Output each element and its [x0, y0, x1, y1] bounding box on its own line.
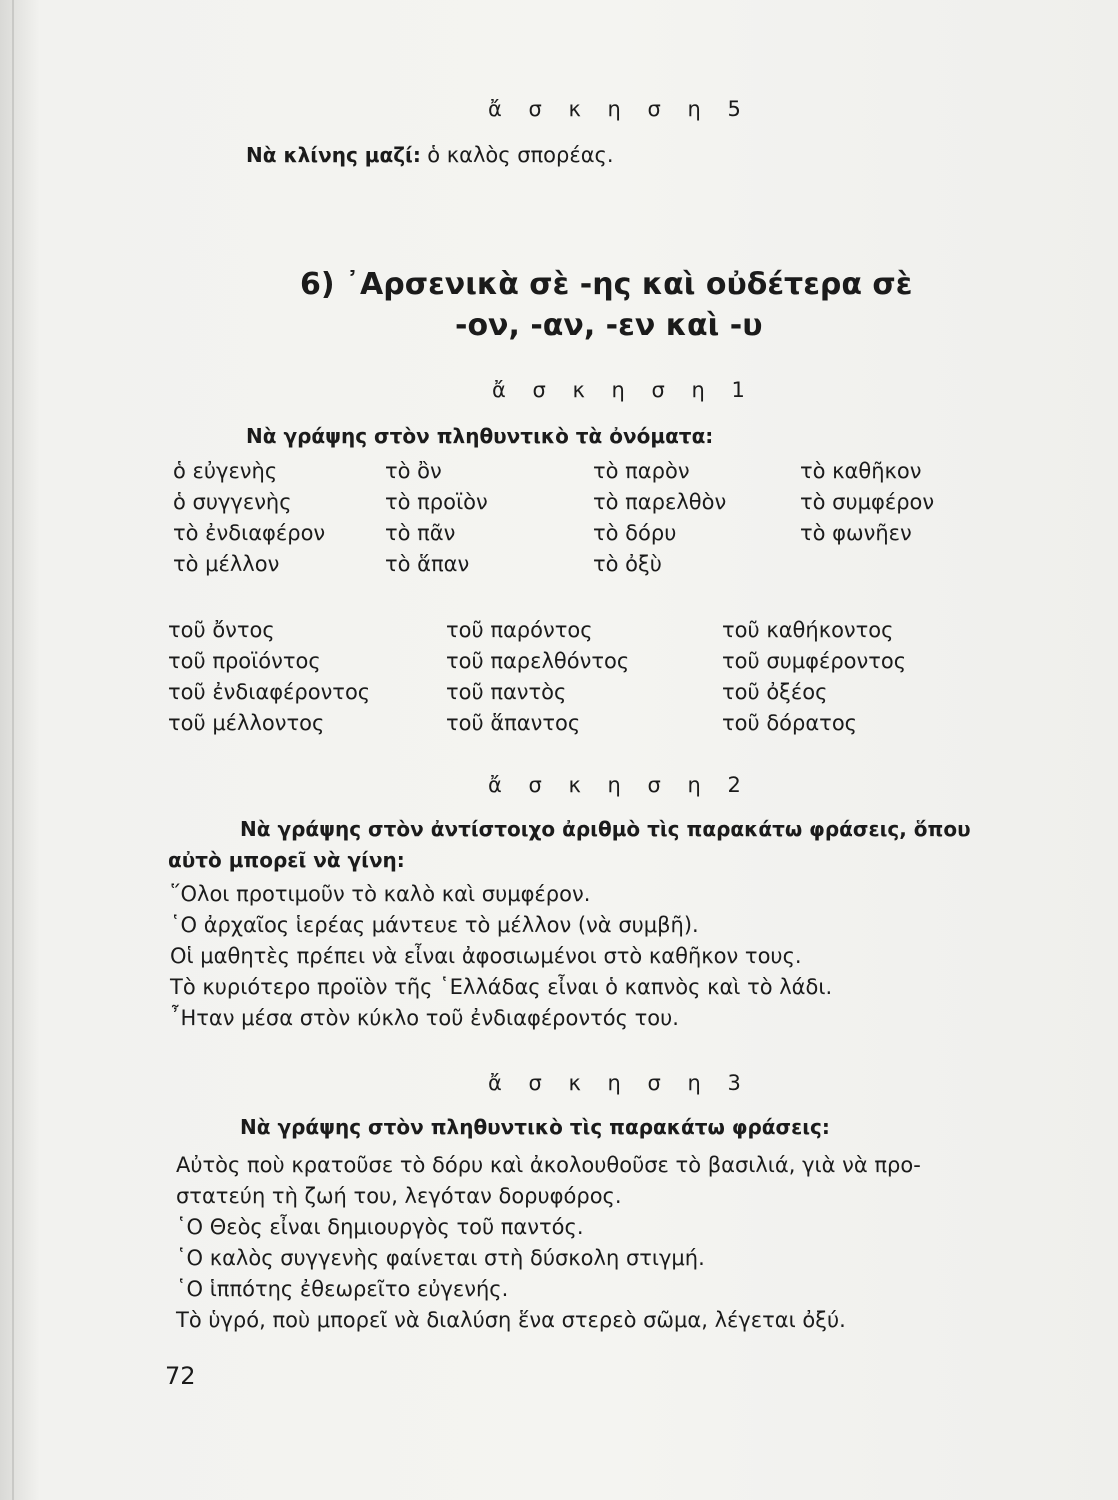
exercise-2-instruction-line-1: Νὰ γράψης στὸν ἀντίστοιχο ἀριθμὸ τὶς παρακάτω φράσεις, ὅπου: [240, 817, 971, 841]
noun-item: τὸ συμφέρον: [800, 490, 935, 514]
noun-item: τὸ παρελθὸν: [593, 490, 727, 514]
noun-item: τὸ πᾶν: [385, 521, 456, 545]
exercise-3-title: ἄ σ κ η σ η 3: [488, 1071, 751, 1095]
sentence: ῾Ο καλὸς συγγενὴς φαίνεται στὴ δύσκολη στιγμή.: [176, 1246, 705, 1270]
exercise-2-title: ἄ σ κ η σ η 2: [488, 773, 751, 797]
genitive-item: τοῦ ὄντος: [168, 618, 275, 642]
noun-item: τὸ παρὸν: [593, 459, 690, 483]
sentence: ῾Ο ἱππότης ἐθεωρεῖτο εὐγενής.: [176, 1277, 509, 1301]
exercise-2-sentences: [170, 879, 832, 1034]
section-heading-line-2: -ον, -αν, -εν καὶ -υ: [455, 308, 763, 343]
genitive-item: τοῦ μέλλοντος: [168, 711, 325, 735]
exercise-5-instruction-phrase: ὁ καλὸς σπορέας.: [427, 143, 614, 167]
genitive-item: τοῦ ἅπαντος: [446, 711, 581, 735]
sentence: ῾Ο ἀρχαῖος ἱερέας μάντευε τὸ μέλλον (νὰ συμβῆ).: [170, 913, 699, 937]
noun-item: ὁ εὐγενὴς: [173, 459, 278, 483]
genitive-item: τοῦ παντὸς: [446, 680, 567, 704]
page-fold: [12, 0, 14, 1500]
noun-item: τὸ καθῆκον: [800, 459, 922, 483]
genitive-column-1: [168, 615, 370, 739]
genitive-item: τοῦ συμφέροντος: [722, 649, 907, 673]
exercise-5-title: ἄ σ κ η σ η 5: [488, 97, 751, 121]
sentence: ῾Ο Θεὸς εἶναι δημιουργὸς τοῦ παντός.: [176, 1215, 584, 1239]
genitive-item: τοῦ παρόντος: [446, 618, 593, 642]
genitive-item: τοῦ παρελθόντος: [446, 649, 630, 673]
nouns-column-1: [173, 456, 325, 580]
exercise-3-sentences: [176, 1150, 921, 1336]
noun-item: τὸ μέλλον: [173, 552, 280, 576]
page-number: 72: [165, 1362, 196, 1390]
exercise-1-title: ἄ σ κ η σ η 1: [492, 378, 755, 402]
nouns-column-3: [593, 456, 726, 580]
genitive-item: τοῦ ἐνδιαφέροντος: [168, 680, 371, 704]
noun-item: τὸ ὂν: [385, 459, 442, 483]
sentence: στατεύη τὴ ζωή του, λεγόταν δορυφόρος.: [176, 1184, 622, 1208]
noun-item: τὸ ἅπαν: [385, 552, 470, 576]
noun-item: τὸ φωνῆεν: [800, 521, 912, 545]
noun-item: τὸ προϊὸν: [385, 490, 488, 514]
sentence: Τὸ ὑγρό, ποὺ μπορεῖ νὰ διαλύση ἕνα στερεὸ σῶμα, λέγεται ὀξύ.: [176, 1308, 846, 1332]
sentence: ῞Ολοι προτιμοῦν τὸ καλὸ καὶ συμφέρον.: [170, 882, 591, 906]
nouns-column-2: [385, 456, 488, 580]
noun-item: τὸ ὀξὺ: [593, 552, 662, 576]
sentence: Αὐτὸς ποὺ κρατοῦσε τὸ δόρυ καὶ ἀκολουθοῦσε τὸ βασιλιά, γιὰ νὰ προ-: [176, 1153, 921, 1177]
sentence: Τὸ κυριότερο προϊὸν τῆς ῾Ελλάδας εἶναι ὁ καπνὸς καὶ τὸ λάδι.: [170, 975, 833, 999]
noun-item: τὸ δόρυ: [593, 521, 677, 545]
exercise-3-instruction: Νὰ γράψης στὸν πληθυντικὸ τὶς παρακάτω φράσεις:: [240, 1115, 830, 1139]
exercise-2-instruction-line-2: αὐτὸ μπορεῖ νὰ γίνη:: [168, 848, 405, 872]
section-heading-line-1: 6) ᾿Αρσενικὰ σὲ -ης καὶ οὐδέτερα σὲ: [300, 267, 913, 302]
exercise-5-instruction: [246, 143, 614, 167]
exercise-1-instruction: Νὰ γράψης στὸν πληθυντικὸ τὰ ὀνόματα:: [246, 424, 714, 448]
genitive-item: τοῦ προϊόντος: [168, 649, 321, 673]
sentence: ῏Ηταν μέσα στὸν κύκλο τοῦ ἐνδιαφέροντός του.: [170, 1006, 679, 1030]
noun-item: ὁ συγγενὴς: [173, 490, 292, 514]
genitive-column-3: [722, 615, 906, 739]
sentence: Οἱ μαθητὲς πρέπει νὰ εἶναι ἀφοσιωμένοι στὸ καθῆκον τους.: [170, 944, 802, 968]
genitive-item: τοῦ δόρατος: [722, 711, 858, 735]
genitive-item: τοῦ καθήκοντος: [722, 618, 894, 642]
genitive-item: τοῦ ὀξέος: [722, 680, 828, 704]
genitive-column-2: [446, 615, 629, 739]
noun-item: τὸ ἐνδιαφέρον: [173, 521, 326, 545]
nouns-column-4: [800, 456, 934, 549]
exercise-5-instruction-label: Νὰ κλίνης μαζί:: [246, 143, 421, 167]
